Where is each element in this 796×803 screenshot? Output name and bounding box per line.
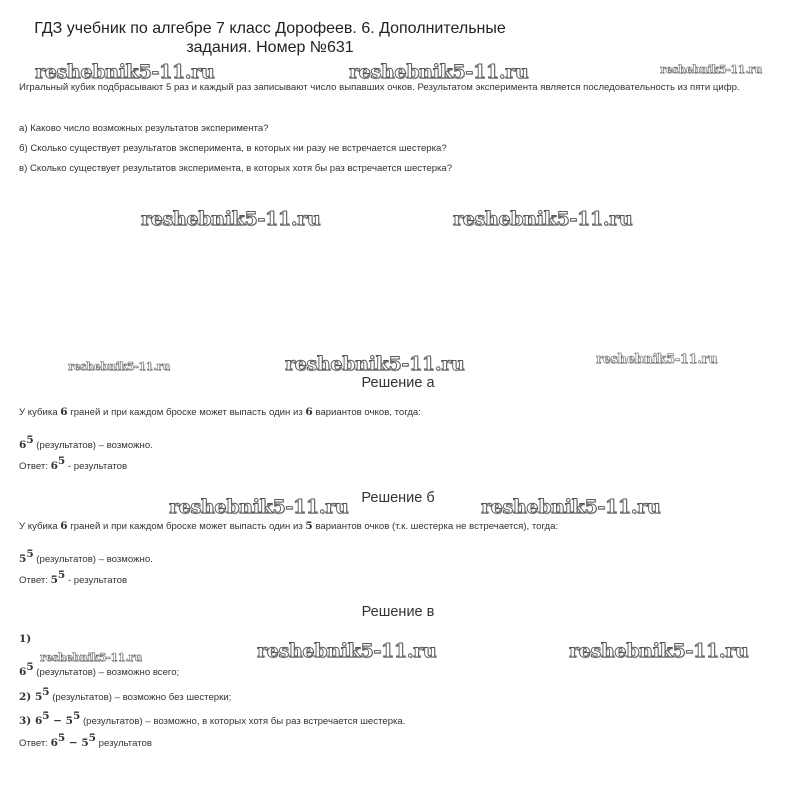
step-label: 3)	[19, 715, 35, 727]
solution-b-heading: Решение б	[361, 490, 435, 506]
math-base: 6	[34, 715, 43, 727]
math-number: 5	[305, 520, 313, 532]
watermark: reshebnik5-11.ru	[349, 61, 529, 83]
math-base: 6	[19, 439, 27, 451]
statement-text: вариантов очков (т.к. шестерка не встречается), тогда:	[312, 521, 559, 532]
solution-a-answer	[19, 455, 127, 478]
watermark: reshebnik5-11.ru	[40, 651, 142, 664]
math-exponent: 5	[88, 732, 96, 744]
solution-c-step-3	[19, 710, 405, 733]
solution-c-step-2	[19, 686, 231, 709]
watermark: reshebnik5-11.ru	[596, 352, 718, 367]
solution-c-heading: Решение в	[361, 604, 435, 620]
math-exponent: 5	[57, 569, 66, 581]
math-base: 6	[19, 666, 27, 678]
problem-question-a: а) Каково число возможных результатов эксперимента?	[19, 123, 269, 134]
watermark: reshebnik5-11.ru	[660, 63, 762, 76]
statement-text: вариантов очков, тогда:	[312, 407, 421, 418]
solution-c-answer	[19, 732, 152, 755]
statement-text: У кубика	[19, 521, 61, 532]
watermark: reshebnik5-11.ru	[35, 61, 215, 83]
step-text: (результатов) – возможно, в которых хотя бы раз встречается шестерка.	[80, 716, 406, 727]
statement-text: граней и при каждом броске может выпасть один из	[67, 521, 306, 532]
answer-label: Ответ:	[19, 738, 51, 749]
math-number: 6	[60, 406, 68, 418]
math-number: 6	[305, 406, 313, 418]
solution-c-step-1-label	[19, 628, 31, 651]
math-exponent: 5	[57, 732, 66, 744]
watermark: reshebnik5-11.ru	[453, 208, 633, 230]
step-label: 1)	[19, 633, 32, 645]
watermark: reshebnik5-11.ru	[481, 496, 661, 518]
math-exponent: 5	[57, 455, 66, 467]
minus-sign: −	[49, 715, 66, 727]
step-text: (результатов) – возможно всего;	[33, 667, 180, 678]
solution-a-result	[19, 434, 153, 457]
answer-text: - результатов	[65, 461, 128, 472]
math-exponent: 5	[72, 710, 81, 722]
page-title	[0, 19, 540, 57]
answer-label: Ответ:	[19, 461, 51, 472]
solution-a-statement	[19, 401, 421, 424]
math-base: 5	[50, 574, 58, 586]
solution-a-heading: Решение а	[361, 375, 435, 391]
math-exponent: 5	[26, 434, 34, 446]
step-text: (результатов) – возможно без шестерки;	[49, 692, 232, 703]
math-base: 5	[65, 715, 73, 727]
math-base: 6	[50, 737, 58, 749]
result-text: (результатов) – возможно.	[33, 440, 153, 451]
math-base: 5	[19, 553, 27, 565]
watermark: reshebnik5-11.ru	[68, 360, 170, 373]
answer-label: Ответ:	[19, 575, 51, 586]
math-base: 5	[34, 691, 43, 703]
math-exponent: 5	[42, 686, 50, 698]
problem-question-c: в) Сколько существует результатов эксперимента, в которых хотя бы раз встречается шестерка?	[19, 163, 453, 174]
math-exponent: 5	[26, 548, 34, 560]
statement-text: У кубика	[19, 407, 61, 418]
watermark: reshebnik5-11.ru	[169, 496, 349, 518]
math-exponent: 5	[42, 710, 50, 722]
math-base: 6	[50, 460, 58, 472]
problem-intro: Игральный кубик подбрасывают 5 раз и каждый раз записывают число выпавших очков. Результатом эксперимента является последовательность из пяти цифр.	[19, 82, 740, 93]
page-title-line-2: задания. Номер №631	[186, 39, 354, 56]
math-base: 5	[81, 737, 89, 749]
step-label: 2)	[19, 691, 35, 703]
solution-b-answer	[19, 569, 127, 592]
watermark: reshebnik5-11.ru	[285, 353, 465, 375]
watermark: reshebnik5-11.ru	[141, 208, 321, 230]
solution-c-step-1	[19, 661, 179, 684]
problem-question-b: б) Сколько существует результатов эксперимента, в которых ни разу не встречается шестерка?	[19, 143, 447, 154]
minus-sign: −	[65, 737, 82, 749]
math-number: 6	[60, 520, 68, 532]
result-text: (результатов) – возможно.	[33, 554, 153, 565]
solution-b-statement	[19, 515, 558, 538]
answer-text: результатов	[95, 738, 152, 749]
solution-b-result	[19, 548, 153, 571]
answer-text: - результатов	[65, 575, 128, 586]
watermark: reshebnik5-11.ru	[257, 640, 437, 662]
statement-text: граней и при каждом броске может выпасть один из	[67, 407, 306, 418]
watermark: reshebnik5-11.ru	[569, 640, 749, 662]
math-exponent: 5	[26, 661, 34, 673]
page-title-line-1: ГДЗ учебник по алгебре 7 класс Дорофеев. 6. Дополнительные	[34, 20, 506, 37]
